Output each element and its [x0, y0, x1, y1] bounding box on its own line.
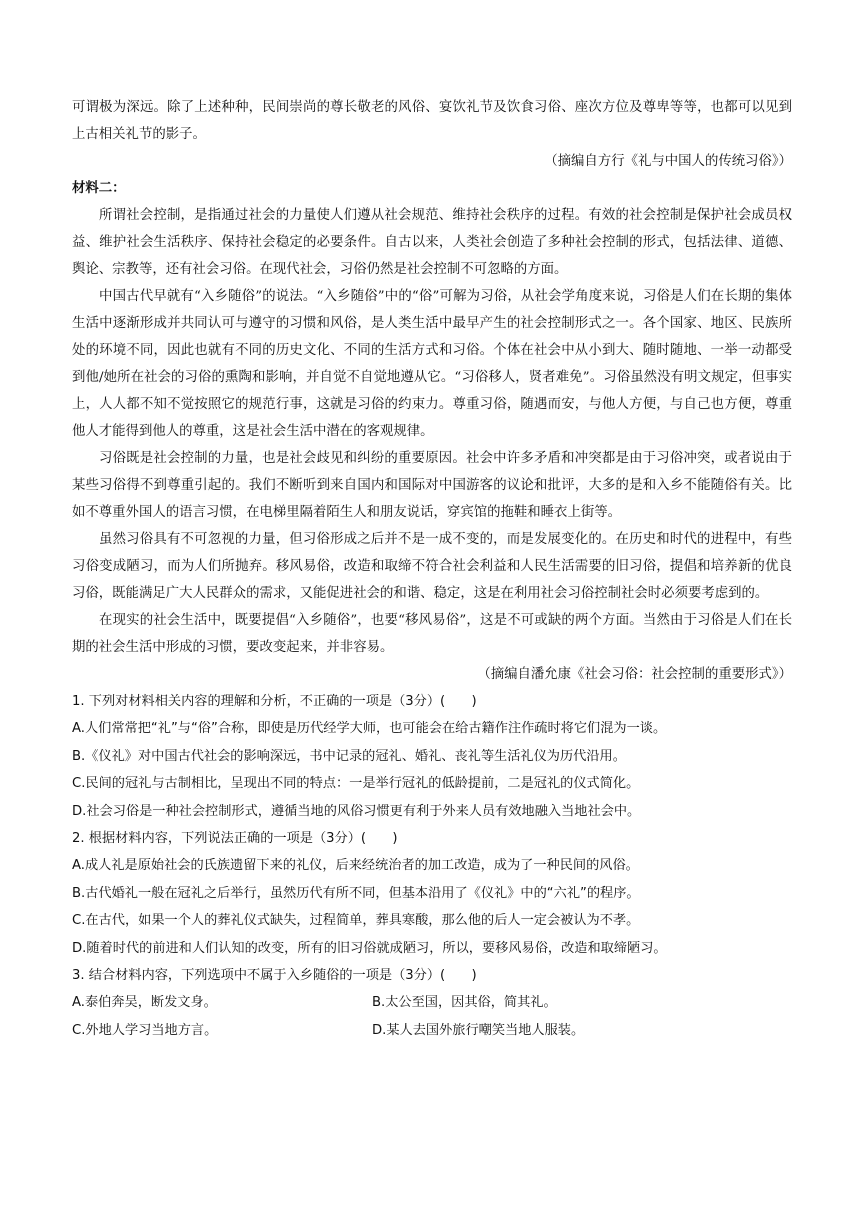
- material-2-source: （摘编自潘允康《社会习俗：社会控制的重要形式》）: [477, 667, 792, 682]
- material-2-paragraph-1: 所谓社会控制，是指通过社会的力量使人们遵从社会规范、维持社会秩序的过程。有效的社会控制是保护社会成员权益、维护社会生活秩序、保持社会稳定的必要条件。自古以来，人类社会创造了多种社会控制的形式，包括法律、道德、舆论、宗教等，还有社会习俗。在现代社会，习俗仍然是社会控制不可忽略的方面。: [72, 208, 792, 277]
- question-1-option-b: B.《仪礼》对中国古代社会的影响深远，书中记录的冠礼、婚礼、丧礼等生活礼仪为历代沿用。: [72, 748, 626, 764]
- material-2-heading: 材料二：: [72, 181, 126, 196]
- question-3-option-b: B.太公至国，因其俗，简其礼。: [372, 995, 557, 1011]
- question-2-option-b: B.古代婚礼一般在冠礼之后举行，虽然历代有所不同，但基本沿用了《仪礼》中的“六礼”的程序。: [72, 885, 640, 901]
- material-2-paragraph-4: 虽然习俗具有不可忽视的力量，但习俗形成之后并不是一成不变的，而是发展变化的。在历史和时代的进程中，有些习俗变成陋习，而为人们所抛弃。移风易俗，改造和取缔不符合社会利益和人民生活需要的旧习俗，提倡和培养新的优良习俗，既能满足广大人民群众的需求，又能促进社会的和谐、稳定，这是在利用社会习俗控制社会时必须要考虑到的。: [72, 532, 792, 601]
- question-1-option-c: C.民间的冠礼与古制相比，呈现出不同的特点：一是举行冠礼的低龄提前，二是冠礼的仪式简化。: [72, 776, 640, 792]
- material-2-paragraph-2: 中国古代早就有“入乡随俗”的说法。“入乡随俗”中的“俗”可解为习俗，从社会学角度来说，习俗是人们在长期的集体生活中逐渐形成并共同认可与遵守的习惯和风俗，是人类生活中最早产生的社会控制形式之一。各个国家、地区、民族所处的环境不同，因此也就有不同的历史文化、不同的生活方式和习俗。个体在社会中从小到大、随时随地、一举一动都受到他/她所在社会的习俗的熏陶和影响，并自觉不自觉地遵从它。“习俗移人，贤者难免”。习俗虽然没有明文规定，但事实上，人人都不知不觉按照它的规范行事，这就是习俗的约束力。尊重习俗，随遇而安，与他人方便，与自己也方便，尊重他人才能得到他人的尊重，这是社会生活中潜在的客观规律。: [72, 289, 792, 439]
- question-1-stem: 1. 下列对材料相关内容的理解和分析，不正确的一项是（3分）( ): [72, 694, 477, 709]
- question-3-options-row-2: [72, 1017, 792, 1044]
- material-2-paragraph-3: 习俗既是社会控制的力量，也是社会歧见和纠纷的重要原因。社会中许多矛盾和冲突都是由于习俗冲突，或者说由于某些习俗得不到尊重引起的。我们不断听到来自国内和国际对中国游客的议论和批评，大多的是和入乡不能随俗有关。比如不尊重外国人的语言习惯，在电梯里隔着陌生人和朋友说话，穿宾馆的拖鞋和睡衣上街等。: [72, 451, 792, 520]
- question-2: [72, 825, 792, 962]
- document-page: [72, 94, 792, 1044]
- material-2-paragraph-5: 在现实的社会生活中，既要提倡“入乡随俗”，也要“移风易俗”，这是不可或缺的两个方面。当然由于习俗是人们在长期的社会生活中形成的习惯，要改变起来，并非容易。: [72, 613, 792, 655]
- question-2-option-c: C.在古代，如果一个人的葬礼仪式缺失，过程简单，葬具寒酸，那么他的后人一定会被认为不孝。: [72, 913, 640, 929]
- question-3-stem: 3. 结合材料内容，下列选项中不属于入乡随俗的一项是（3分）( ): [72, 968, 477, 984]
- question-2-option-a: A.成人礼是原始社会的氏族遗留下来的礼仪，后来经统治者的加工改造，成为了一种民间的风俗。: [72, 858, 639, 874]
- question-3-option-a: A.泰伯奔吴，断发文身。: [72, 995, 217, 1011]
- question-1-option-a: A.人们常常把“礼”与“俗”合称，即使是历代经学大师，也可能会在给古籍作注作疏时将它们混为一谈。: [72, 721, 667, 737]
- question-3-options-row-1: [72, 989, 792, 1016]
- question-1-option-d: D.社会习俗是一种社会控制形式，遵循当地的风俗习惯更有利于外来人员有效地融入当地社会中。: [72, 803, 641, 819]
- question-3: [72, 962, 792, 1044]
- question-2-stem: 2. 根据材料内容，下列说法正确的一项是（3分）( ): [72, 831, 398, 847]
- question-3-option-d: D.某人去国外旅行嘲笑当地人服装。: [372, 1022, 585, 1038]
- question-3-option-c: C.外地人学习当地方言。: [72, 1022, 218, 1038]
- intro-source: （摘编自方行《礼与中国人的传统习俗》）: [544, 154, 792, 169]
- question-1: [72, 688, 792, 825]
- intro-paragraph: 可谓极为深远。除了上述种种，民间崇尚的尊长敬老的风俗、宴饮礼节及饮食习俗、座次方位及尊卑等等，也都可以见到上古相关礼节的影子。: [72, 100, 792, 142]
- question-2-option-d: D.随着时代的前进和人们认知的改变，所有的旧习俗就成陋习，所以，要移风易俗，改造和取缔陋习。: [72, 940, 667, 956]
